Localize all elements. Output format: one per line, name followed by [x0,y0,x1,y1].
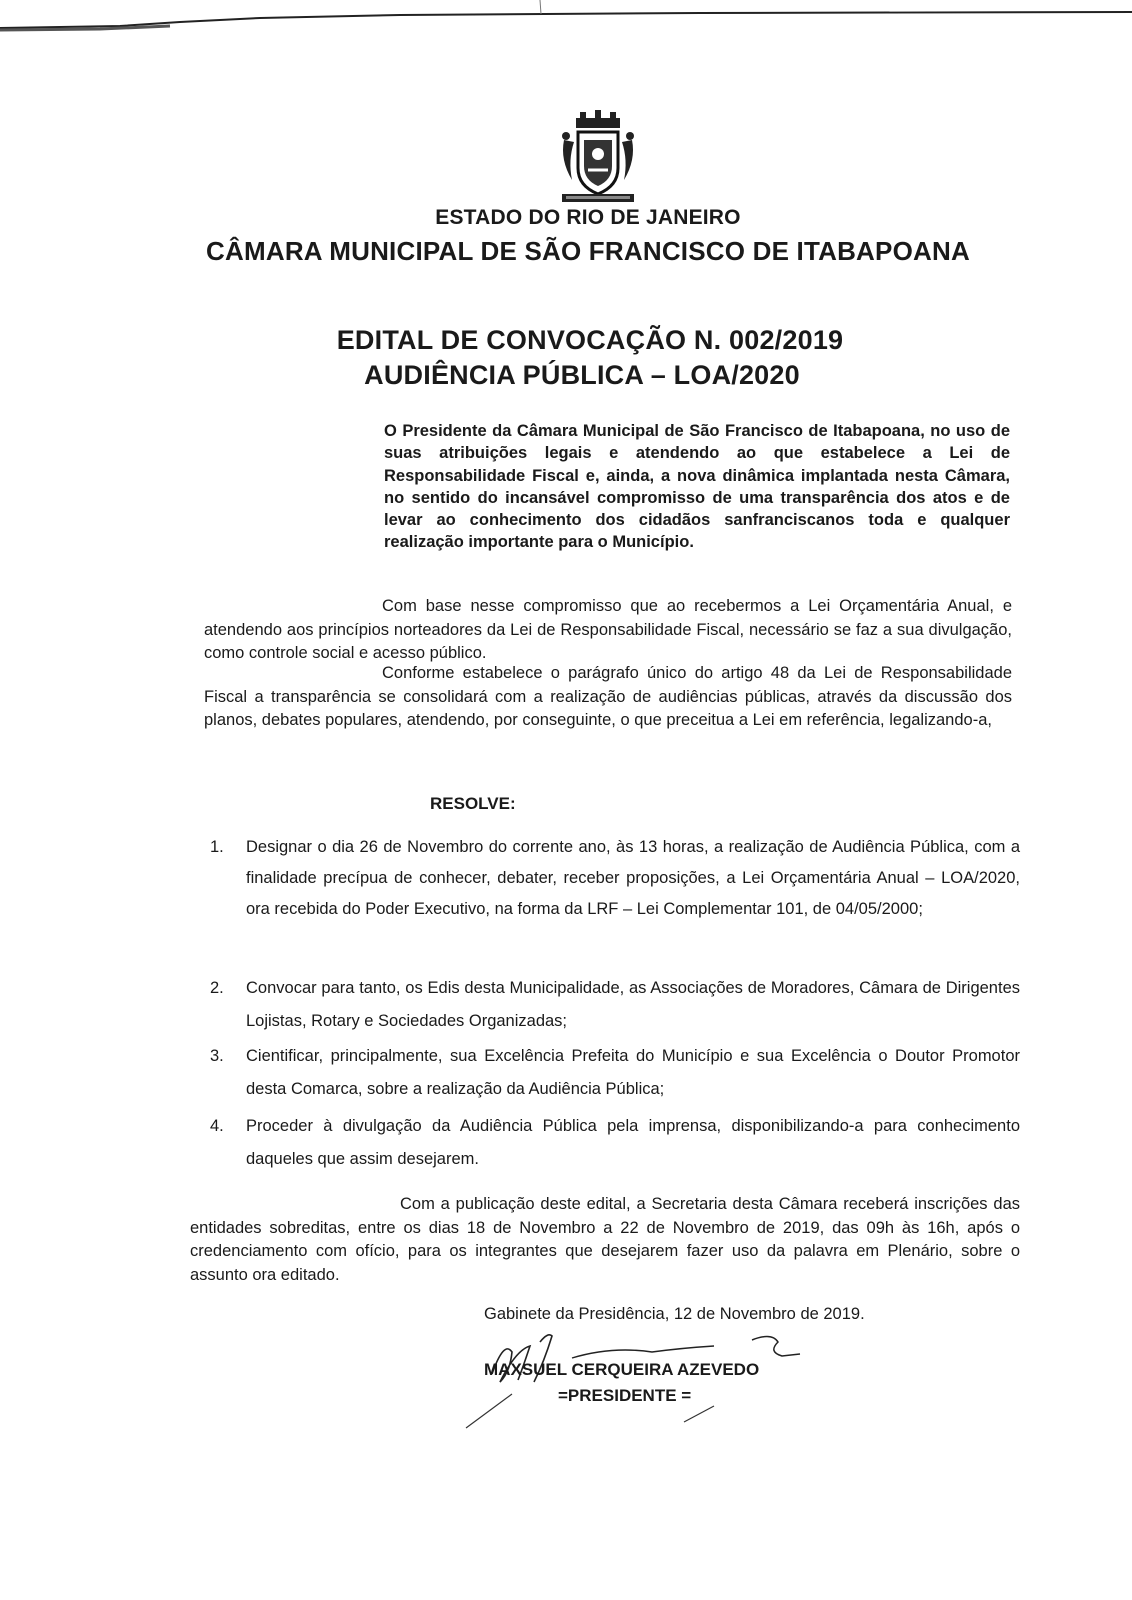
paragraph-conforme: Conforme estabelece o parágrafo único do artigo 48 da Lei de Responsabilidade Fiscal a transparência se consolidará com a realização de audiências públicas, através da discussão dos planos, debates populares, atendendo, por conseguinte, o que preceitua a Lei em referência, legalizando-a, [204,664,1012,729]
final-paragraph: Com a publicação deste edital, a Secretaria desta Câmara receberá inscrições das entidades sobreditas, entre os dias 18 de Novembro a 22 de Novembro de 2019, das 09h às 16h, após o credenciamento com ofício, para os integrantes que desejarem fazer uso da palavra em Plenário, sobre o assunto ora editado. [190,1195,1020,1284]
closing-date-line: Gabinete da Presidência, 12 de Novembro de 2019. [484,1305,865,1323]
paragraph-base: Com base nesse compromisso que ao recebermos a Lei Orçamentária Anual, e atendendo aos princípios norteadores da Lei de Responsabilidade Fiscal, necessário se faz a sua divulgação, como controle social e acesso público. [204,597,1012,662]
audiencia-title: AUDIÊNCIA PÚBLICA – LOA/2020 [364,360,800,390]
list-item [210,1040,1020,1106]
resolve-heading: RESOLVE: [430,794,516,813]
chamber-heading: CÂMARA MUNICIPAL DE SÃO FRANCISCO DE ITABAPOANA [206,236,970,266]
list-item-text: Convocar para tanto, os Edis desta Municipalidade, as Associações de Moradores, Câmara de Dirigentes Lojistas, Rotary e Sociedades Organizadas; [246,979,1020,1030]
list-item-text: Designar o dia 26 de Novembro do corrente ano, às 13 horas, a realização de Audiência Pública, com a finalidade precípua de conhecer, debater, receber proposições, a Lei Orçamentária Anual – LOA/2020, ora recebida do Poder Executivo, na forma da LRF – Lei Complementar 101, de 04/05/2000; [246,838,1020,918]
list-item-number: 2. [210,979,224,997]
scan-edge-artifact [0,0,1132,40]
list-item [210,1110,1020,1176]
signatory-name: MAXSUEL CERQUEIRA AZEVEDO [484,1360,760,1379]
list-item [210,972,1020,1038]
list-item-text: Cientificar, principalmente, sua Excelência Prefeita do Município e sua Excelência o Doutor Promotor desta Comarca, sobre a realização da Audiência Pública; [246,1047,1020,1098]
edital-title: EDITAL DE CONVOCAÇÃO N. 002/2019 [336,325,844,355]
list-item-number: 3. [210,1047,224,1065]
state-heading: ESTADO DO RIO DE JANEIRO [435,206,741,229]
list-item [210,832,1020,925]
list-item-text: Proceder à divulgação da Audiência Pública pela imprensa, disponibilizando-a para conhecimento daqueles que assim desejarem. [246,1117,1020,1168]
list-item-number: 1. [210,838,224,856]
intro-paragraph: O Presidente da Câmara Municipal de São Francisco de Itabapoana, no uso de suas atribuições legais e atendendo ao que estabelece a Lei de Responsabilidade Fiscal e, ainda, a nova dinâmica implantada nesta Câmara, no sentido do incansável compromisso de uma transparência dos atos e de levar ao conhecimento dos cidadãos sanfranciscanos toda e qualquer realização importante para o Município. [384,422,1010,552]
signatory-role: =PRESIDENTE = [558,1386,692,1405]
list-item-number: 4. [210,1117,224,1135]
municipal-coat-of-arms-icon [556,110,640,206]
